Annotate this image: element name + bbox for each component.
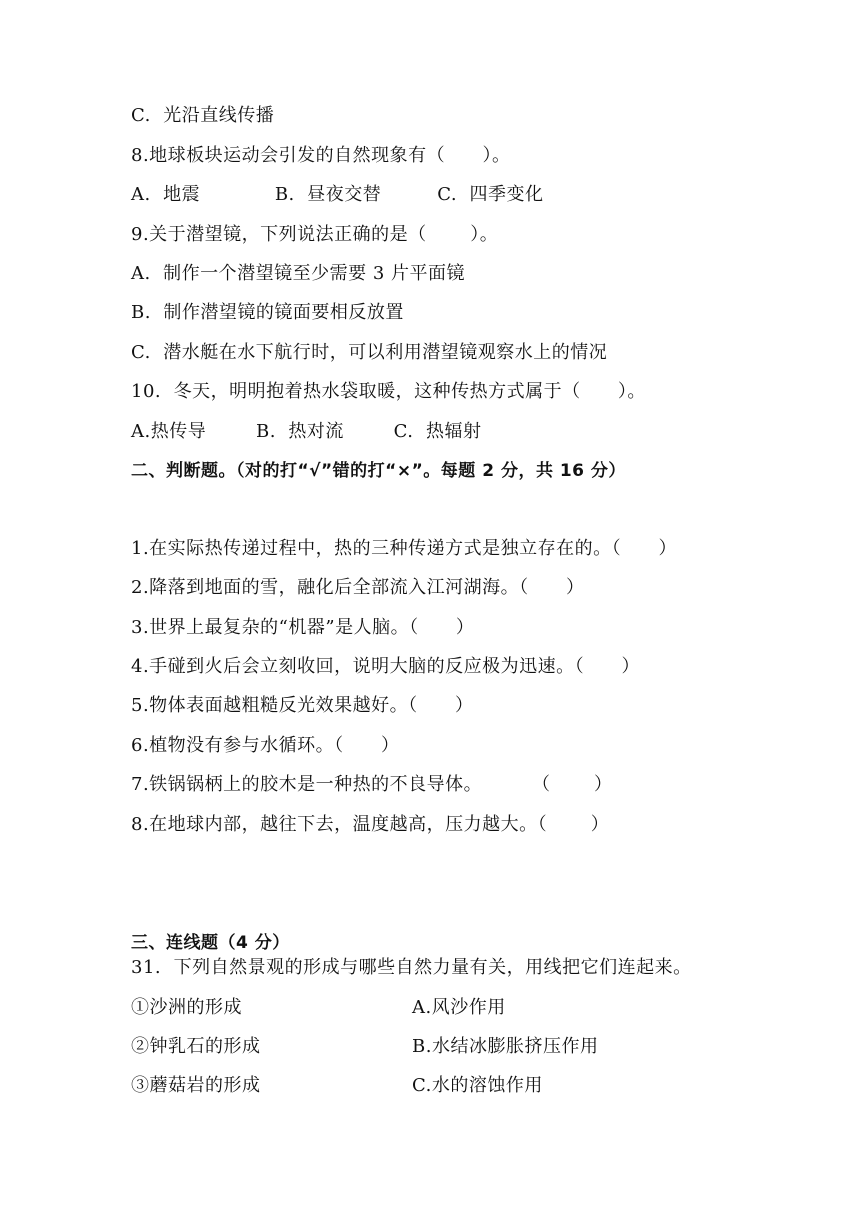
judge-item-2: 2.降落到地面的雪，融化后全部流入江河湖海。（ ） (131, 577, 585, 598)
matching-left-3: ③蘑菇岩的形成 (131, 1075, 261, 1096)
section-2-heading: 二、判断题。（对的打“√”错的打“×”。每题 2 分，共 16 分） (131, 461, 626, 481)
judge-item-4: 4.手碰到火后会立刻收回，说明大脑的反应极为迅速。（ ） (131, 656, 641, 677)
q7-option-c: C. 光沿直线传播 (131, 105, 275, 126)
matching-question: 31. 下列自然景观的形成与哪些自然力量有关，用线把它们连起来。 (131, 957, 692, 978)
q9-option-a: A. 制作一个潜望镜至少需要 3 片平面镜 (131, 263, 466, 284)
q10-options: A.热传导 B. 热对流 C. 热辐射 (131, 421, 482, 442)
q8-options: A. 地震 B. 昼夜交替 C. 四季变化 (131, 184, 544, 205)
section-3-heading: 三、连线题（4 分） (131, 933, 290, 953)
judge-item-6: 6.植物没有参与水循环。（ ） (131, 735, 400, 756)
matching-right-c: C.水的溶蚀作用 (412, 1075, 543, 1096)
matching-right-a: A.风沙作用 (412, 997, 506, 1018)
judge-item-8: 8.在地球内部，越往下去，温度越高，压力越大。（ ） (131, 814, 610, 835)
judge-item-3: 3.世界上最复杂的“机器”是人脑。（ ） (131, 617, 475, 638)
judge-item-7: 7.铁锅锅柄上的胶木是一种热的不良导体。 （ ） (131, 774, 613, 795)
matching-right-b: B.水结冰膨胀挤压作用 (412, 1036, 599, 1057)
q9-option-b: B. 制作潜望镜的镜面要相反放置 (131, 302, 404, 323)
q10-stem: 10. 冬天，明明抱着热水袋取暖，这种传热方式属于（ ）。 (131, 381, 646, 402)
q8-stem: 8.地球板块运动会引发的自然现象有（ ）。 (131, 145, 511, 166)
q9-stem: 9.关于潜望镜，下列说法正确的是（ ）。 (131, 224, 499, 245)
judge-item-5: 5.物体表面越粗糙反光效果越好。（ ） (131, 695, 474, 716)
q9-option-c: C. 潜水艇在水下航行时，可以利用潜望镜观察水上的情况 (131, 342, 608, 363)
matching-left-2: ②钟乳石的形成 (131, 1036, 261, 1057)
judge-item-1: 1.在实际热传递过程中，热的三种传递方式是独立存在的。（ ） (131, 538, 678, 559)
matching-left-1: ①沙洲的形成 (131, 997, 242, 1018)
